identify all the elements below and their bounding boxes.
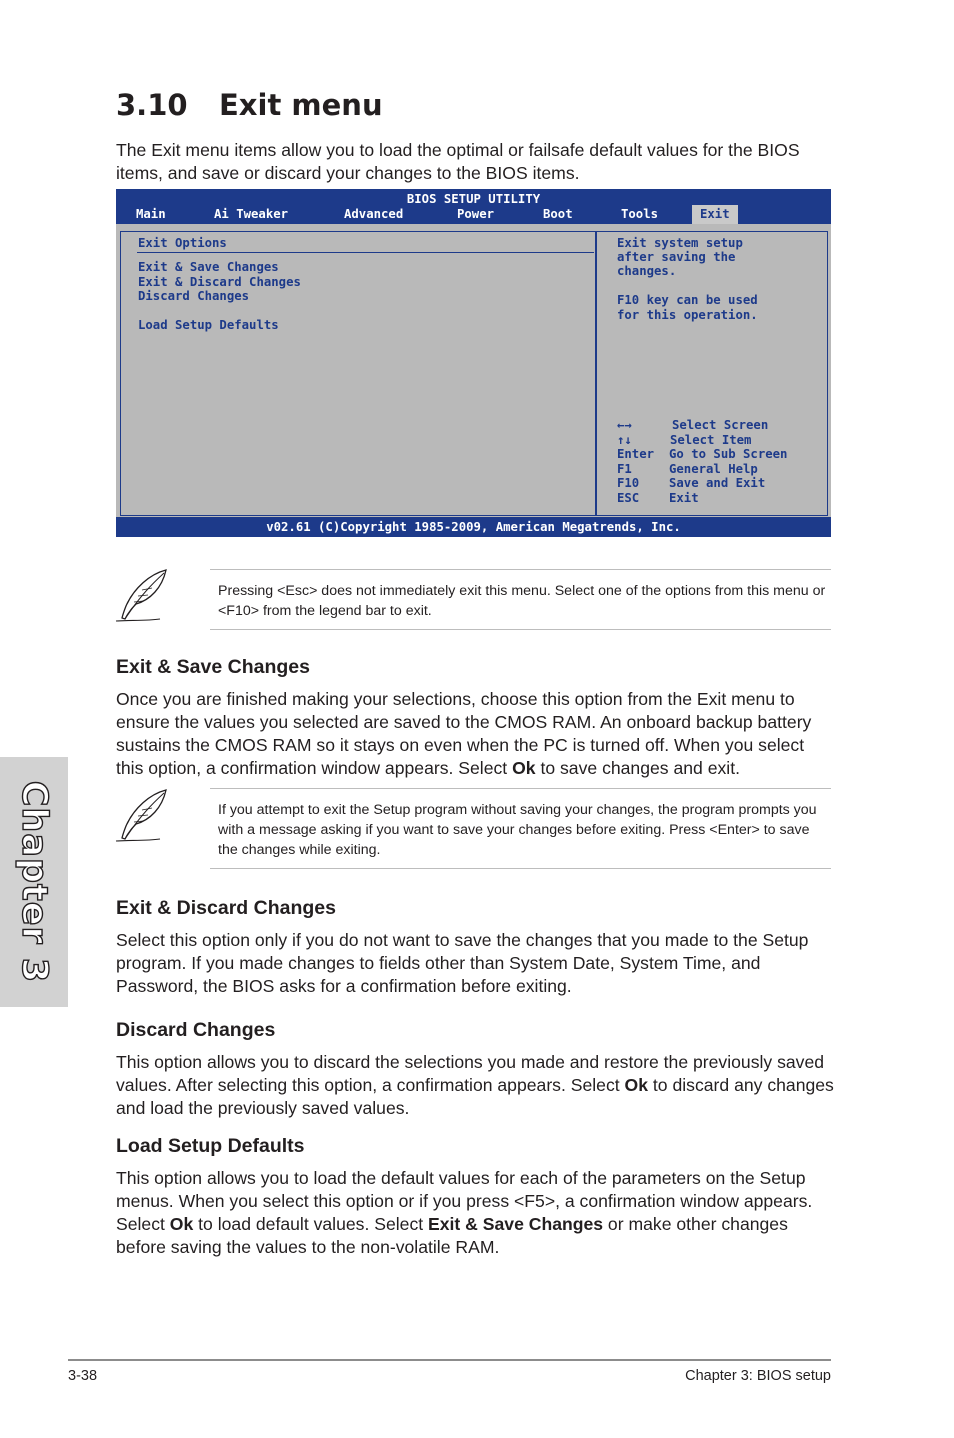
bold-text: Ok bbox=[169, 1214, 194, 1234]
bios-utility-title: BIOS SETUP UTILITY bbox=[406, 192, 541, 206]
bios-options-panel bbox=[120, 231, 596, 516]
note-quill-icon bbox=[112, 786, 172, 846]
bios-header-bar bbox=[116, 189, 831, 224]
tab-tools[interactable]: Tools bbox=[621, 207, 659, 221]
help-line: after saving the bbox=[617, 250, 736, 264]
legend-desc: Save and Exit bbox=[669, 476, 766, 490]
bios-copyright-bar: v02.61 (C)Copyright 1985-2009, American Megatrends, Inc. bbox=[116, 517, 831, 537]
heading-load-setup-defaults: Load Setup Defaults bbox=[116, 1135, 305, 1157]
options-heading: Exit Options bbox=[138, 236, 227, 250]
bold-text: Ok bbox=[624, 1075, 649, 1095]
bios-help-panel bbox=[596, 231, 828, 516]
section-title bbox=[116, 88, 383, 122]
legend-key-esc: ESC bbox=[617, 491, 640, 505]
legend-key-f10: F10 bbox=[617, 476, 640, 490]
note-text: If you attempt to exit the Setup program without saving your changes, the program prompts you with a message asking if you want to save your changes before exiting. Press <Enter> to save the changes while exiting. bbox=[218, 802, 817, 858]
option-exit-save[interactable]: Exit & Save Changes bbox=[138, 260, 279, 274]
note-quill-icon bbox=[112, 566, 172, 626]
footer-rule bbox=[68, 1359, 831, 1361]
note-rule-bottom bbox=[210, 868, 831, 869]
text: This option allows you to load the default values for each of the parameters on the Setup menus. When you select this option or if you press <F5>, a confirmation window appears. Select bbox=[116, 1168, 813, 1234]
help-line: changes. bbox=[617, 264, 677, 278]
note-text: Pressing <Esc> does not immediately exit this menu. Select one of the options from this menu or <F10> from the legend bar to exit. bbox=[218, 583, 826, 619]
help-line: F10 key can be used bbox=[617, 293, 758, 307]
text: This option allows you to discard the selections you made and restore the previously saved values. After selecting this option, a confirmation appears. Select bbox=[116, 1052, 825, 1095]
help-line: Exit system setup bbox=[617, 236, 743, 250]
chapter-side-tab bbox=[0, 757, 68, 1007]
options-divider bbox=[137, 252, 594, 253]
tab-boot[interactable]: Boot bbox=[543, 207, 573, 221]
legend-desc: Exit bbox=[669, 491, 699, 505]
option-discard-changes[interactable]: Discard Changes bbox=[138, 289, 250, 303]
legend-desc: Go to Sub Screen bbox=[669, 447, 788, 461]
section-title-text: Exit menu bbox=[219, 88, 383, 122]
heading-discard-changes: Discard Changes bbox=[116, 1019, 276, 1041]
paragraph-load-setup-defaults bbox=[116, 1167, 836, 1259]
option-load-defaults[interactable]: Load Setup Defaults bbox=[138, 318, 279, 332]
heading-exit-discard-changes: Exit & Discard Changes bbox=[116, 897, 336, 919]
note-rule-top bbox=[210, 788, 831, 789]
text: to load default values. Select bbox=[193, 1214, 429, 1234]
footer-page-number: 3-38 bbox=[68, 1368, 98, 1384]
footer-chapter: Chapter 3: BIOS setup bbox=[685, 1368, 831, 1384]
tab-ai-tweaker[interactable]: Ai Tweaker bbox=[214, 207, 289, 221]
paragraph-exit-save-changes bbox=[116, 688, 836, 780]
legend-key-left-right: ←→ bbox=[617, 418, 632, 432]
bold-text: Ok bbox=[512, 758, 536, 778]
legend-key-enter: Enter bbox=[617, 447, 655, 461]
heading-exit-save-changes: Exit & Save Changes bbox=[116, 656, 310, 678]
help-line: for this operation. bbox=[617, 308, 758, 322]
option-exit-discard[interactable]: Exit & Discard Changes bbox=[138, 275, 301, 289]
note-rule-top bbox=[210, 569, 831, 570]
legend-key-up-down: ↑↓ bbox=[617, 433, 632, 447]
tab-exit[interactable]: Exit bbox=[692, 205, 738, 224]
tab-advanced[interactable]: Advanced bbox=[344, 207, 404, 221]
text: to save changes and exit. bbox=[535, 758, 740, 778]
text: Select this option only if you do not want to save the changes that you made to the Setup program. If you made changes to fields other than System Date, System Time, and Password, the BIOS asks for a confirmation before exiting. bbox=[116, 930, 809, 996]
text: Once you are finished making your selections, choose this option from the Exit menu to ensure the values you selected are saved to the CMOS RAM. An onboard backup battery sustains the CMOS RAM so it stays on even when the PC is turned off. When you select this option, a confirmation window appears. Select bbox=[116, 689, 812, 778]
legend-key-f1: F1 bbox=[617, 462, 632, 476]
intro-paragraph: The Exit menu items allow you to load the optimal or failsafe default values for the BIOS items, and save or discard your changes to the BIOS items. bbox=[116, 140, 800, 183]
legend-desc: Select Screen bbox=[672, 418, 769, 432]
bios-screen bbox=[116, 189, 831, 537]
legend-desc: Select Item bbox=[670, 433, 752, 447]
note-rule-bottom bbox=[210, 629, 831, 630]
tab-power[interactable]: Power bbox=[457, 207, 495, 221]
section-number: 3.10 bbox=[116, 88, 188, 122]
legend-desc: General Help bbox=[669, 462, 758, 476]
paragraph-exit-discard-changes bbox=[116, 929, 836, 998]
chapter-side-label: Chapter 3 bbox=[14, 780, 54, 984]
tab-main[interactable]: Main bbox=[136, 207, 166, 221]
bold-text: Exit & Save Changes bbox=[428, 1214, 604, 1234]
text: to discard any changes and load the previously saved values. bbox=[116, 1075, 834, 1118]
text: or make other changes before saving the values to the non-volatile RAM. bbox=[116, 1214, 788, 1257]
paragraph-discard-changes bbox=[116, 1051, 836, 1120]
